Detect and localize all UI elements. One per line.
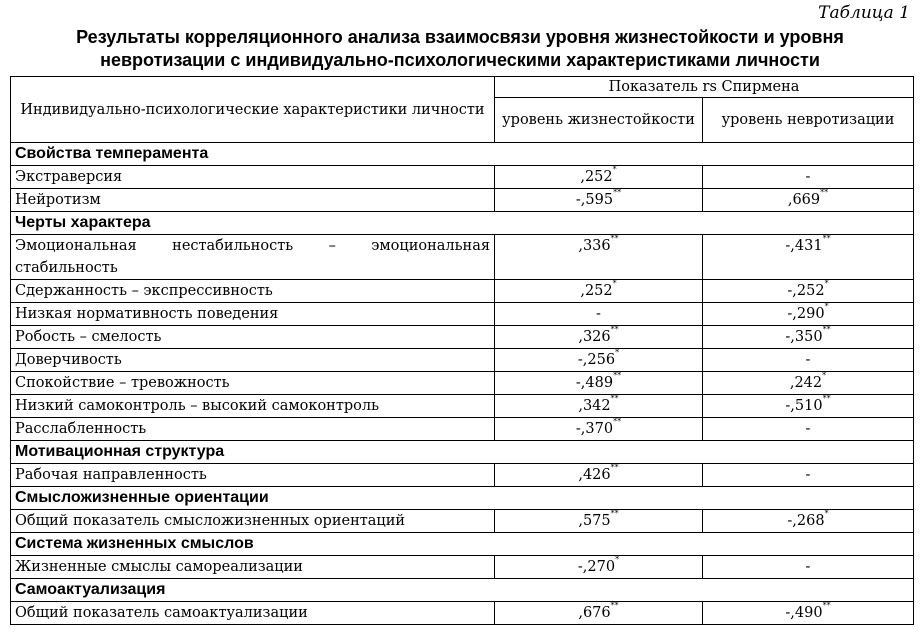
neuroticism-significance-mark: ** [822,394,831,404]
resilience-significance-mark: * [615,348,620,358]
neuroticism-coefficient: - [805,559,811,575]
neuroticism-value-cell [703,510,914,533]
neuroticism-significance-mark: * [822,371,827,381]
resilience-coefficient: ,252 [580,283,613,299]
resilience-value-cell [495,189,703,212]
resilience-value-cell [495,418,703,441]
table-row [11,326,914,349]
header-resilience: уровень жизнестойкости [495,98,703,143]
neuroticism-coefficient: - [805,421,811,437]
row-label: Расслабленность [11,418,495,441]
neuroticism-coefficient: -,268 [787,513,825,529]
resilience-value-cell [495,464,703,487]
table-row [11,303,914,326]
neuroticism-value-cell [703,326,914,349]
neuroticism-value-cell [703,303,914,326]
neuroticism-coefficient: - [805,169,811,185]
resilience-coefficient: ,676 [578,605,611,621]
table-row [11,235,914,280]
resilience-value-cell [495,349,703,372]
table-row [11,556,914,579]
table-row [11,464,914,487]
table-row [11,372,914,395]
resilience-coefficient: ,326 [578,329,611,345]
neuroticism-significance-mark: * [824,302,829,312]
resilience-coefficient: -,370 [575,421,614,437]
neuroticism-value-cell [703,556,914,579]
resilience-value-cell [495,556,703,579]
row-label: Сдержанность – экспрессивность [11,280,495,303]
row-label: Спокойствие – тревожность [11,372,495,395]
table-row [11,280,914,303]
table-row [11,189,914,212]
resilience-significance-mark: ** [610,601,619,611]
section-row [11,143,914,166]
resilience-coefficient: - [596,306,601,322]
neuroticism-value-cell [703,395,914,418]
resilience-coefficient: -,256 [577,352,616,368]
resilience-significance-mark: ** [613,188,622,198]
resilience-coefficient: -,270 [577,559,616,575]
row-label: Нейротизм [11,189,495,212]
row-label: Жизненные смыслы самореализации [11,556,495,579]
resilience-coefficient: ,575 [578,513,611,529]
resilience-coefficient: -,489 [575,375,614,391]
table-row [11,602,914,625]
resilience-significance-mark: * [612,165,617,175]
table-title [0,26,920,72]
neuroticism-coefficient: - [805,467,811,483]
resilience-significance-mark: ** [610,325,619,335]
resilience-coefficient: ,426 [578,467,611,483]
resilience-coefficient: ,336 [578,238,611,254]
neuroticism-coefficient: -,431 [785,238,823,254]
row-label: Рабочая направленность [11,464,495,487]
table-row [11,418,914,441]
row-label: Робость – смелость [11,326,495,349]
resilience-coefficient: ,252 [580,169,613,185]
table-row [11,510,914,533]
resilience-significance-mark: ** [613,371,622,381]
neuroticism-coefficient: ,242 [789,375,823,391]
resilience-value-cell [495,303,703,326]
neuroticism-value-cell [703,166,914,189]
section-row [11,487,914,510]
neuroticism-value-cell [703,349,914,372]
section-title: Самоактуализация [11,579,914,602]
section-title: Система жизненных смыслов [11,533,914,556]
row-label: Низкая нормативность поведения [11,303,495,326]
neuroticism-significance-mark: * [824,279,829,289]
resilience-coefficient: -,595 [575,192,614,208]
resilience-significance-mark: ** [613,417,622,427]
resilience-significance-mark: ** [610,463,619,473]
neuroticism-coefficient: -,350 [785,329,823,345]
resilience-value-cell [495,602,703,625]
table-row [11,395,914,418]
neuroticism-coefficient: ,669 [787,192,821,208]
neuroticism-coefficient: -,510 [785,398,823,414]
neuroticism-value-cell [703,418,914,441]
table-body [11,143,914,625]
section-row [11,212,914,235]
neuroticism-significance-mark: ** [820,188,829,198]
neuroticism-significance-mark: * [824,509,829,519]
neuroticism-coefficient: -,490 [785,605,823,621]
neuroticism-value-cell [703,235,914,280]
neuroticism-value-cell [703,280,914,303]
resilience-significance-mark: * [615,555,620,565]
table-caption: Таблица 1 [818,3,910,23]
resilience-significance-mark: * [612,279,617,289]
table-row [11,349,914,372]
resilience-value-cell [495,235,703,280]
resilience-value-cell [495,510,703,533]
resilience-significance-mark: ** [610,234,619,244]
correlation-table [10,76,914,625]
neuroticism-value-cell [703,372,914,395]
resilience-coefficient: ,342 [578,398,611,414]
neuroticism-coefficient: -,290 [787,306,825,322]
section-row [11,441,914,464]
resilience-value-cell [495,280,703,303]
neuroticism-significance-mark: ** [822,601,831,611]
neuroticism-significance-mark: ** [822,325,831,335]
header-neuroticism: уровень невротизации [703,98,914,143]
resilience-value-cell [495,395,703,418]
neuroticism-coefficient: - [805,352,811,368]
table-row [11,166,914,189]
header-spearman-group: Показатель rs Спирмена [495,77,914,98]
neuroticism-value-cell [703,464,914,487]
resilience-value-cell [495,166,703,189]
row-label: Общий показатель смысложизненных ориентаций [11,510,495,533]
section-row [11,579,914,602]
row-label: Общий показатель самоактуализации [11,602,495,625]
section-row [11,533,914,556]
table-title-line-2: невротизации с индивидуально-психологическими характеристиками личности [100,50,820,70]
resilience-value-cell [495,326,703,349]
table-title-line-1: Результаты корреляционного анализа взаимосвязи уровня жизнестойкости и уровня [76,27,844,47]
neuroticism-coefficient: -,252 [787,283,825,299]
section-title: Мотивационная структура [11,441,914,464]
section-title: Черты характера [11,212,914,235]
section-title: Смысложизненные ориентации [11,487,914,510]
neuroticism-value-cell [703,602,914,625]
row-label: Доверчивость [11,349,495,372]
resilience-significance-mark: ** [610,509,619,519]
row-label: Эмоциональная нестабильность – эмоциональная стабильность [11,235,495,280]
row-label: Низкий самоконтроль – высокий самоконтроль [11,395,495,418]
row-label: Экстраверсия [11,166,495,189]
resilience-significance-mark: ** [610,394,619,404]
neuroticism-significance-mark: ** [822,234,831,244]
neuroticism-value-cell [703,189,914,212]
section-title: Свойства темперамента [11,143,914,166]
header-characteristics: Индивидуально-психологические характеристики личности [11,77,495,143]
resilience-value-cell [495,372,703,395]
